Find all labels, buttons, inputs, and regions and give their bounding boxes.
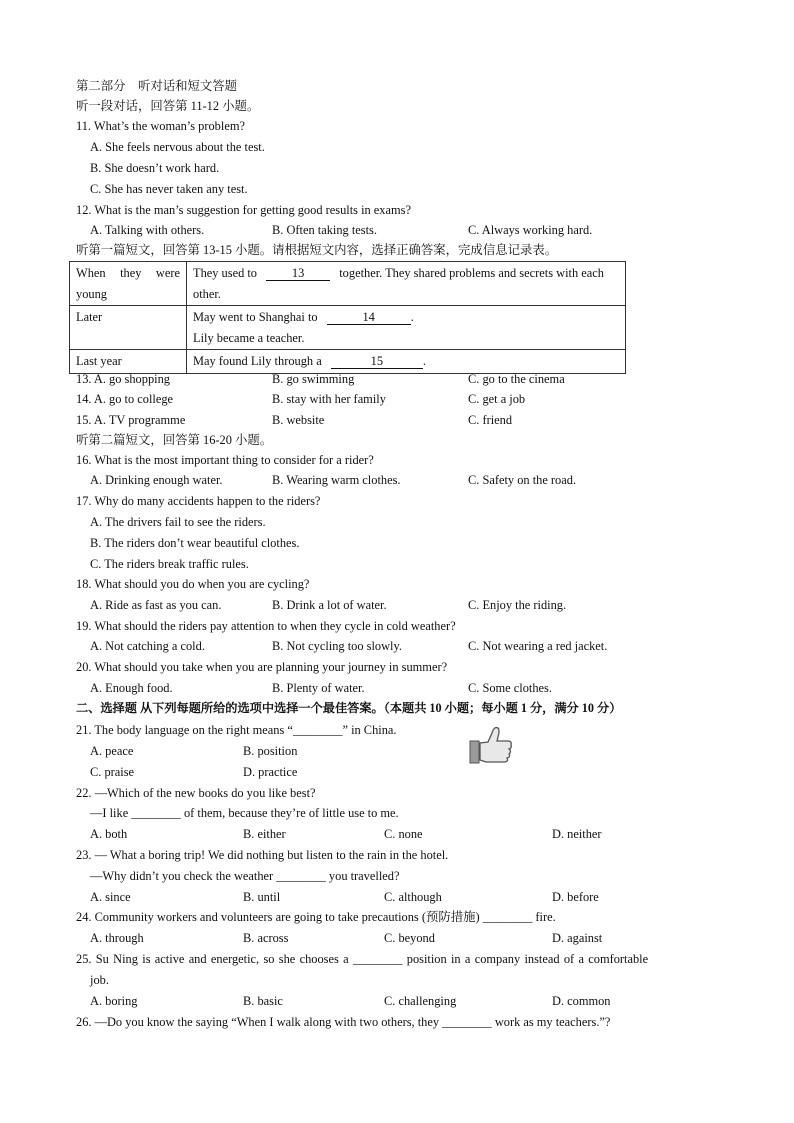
q24-blank[interactable]: ________ xyxy=(482,910,533,924)
q17-option-c[interactable]: C. The riders break traffic rules. xyxy=(90,557,249,571)
q24-option-a[interactable]: A. through xyxy=(90,931,144,945)
q26-stem xyxy=(76,1014,610,1030)
q25-option-c[interactable]: C. challenging xyxy=(384,994,457,1008)
row-label xyxy=(70,262,187,306)
q18-option-a[interactable]: A. Ride as fast as you can. xyxy=(90,598,222,612)
blank-13[interactable]: 13 xyxy=(266,266,330,281)
table-row xyxy=(70,306,626,350)
q25-stem-pre: 25. Su Ning is active and energetic, so she chooses a xyxy=(76,952,353,966)
q23-blank[interactable]: ________ xyxy=(276,869,326,883)
q22-option-d[interactable]: D. neither xyxy=(552,827,602,841)
q25-blank[interactable]: ________ xyxy=(352,952,403,966)
q21-option-c[interactable]: C. praise xyxy=(90,765,135,779)
q21-option-b[interactable]: B. position xyxy=(243,744,298,758)
q25-option-a[interactable]: A. boring xyxy=(90,994,138,1008)
q23-option-a[interactable]: A. since xyxy=(90,890,131,904)
q23-option-b[interactable]: B. until xyxy=(243,890,281,904)
q22-line2 xyxy=(90,805,399,821)
row1-label: When they were young xyxy=(76,266,180,301)
row2-post: . xyxy=(410,310,414,324)
q12-option-c[interactable]: C. Always working hard. xyxy=(468,223,593,237)
q12-stem: 12. What is the man’s suggestion for getting good results in exams? xyxy=(76,203,411,217)
q14-option-a[interactable]: 14. A. go to college xyxy=(76,392,174,406)
q13-option-b[interactable]: B. go swimming xyxy=(272,372,355,386)
table-row xyxy=(70,350,626,374)
blank-15[interactable]: 15 xyxy=(331,354,423,369)
q16-stem: 16. What is the most important thing to consider for a rider? xyxy=(76,453,374,467)
q15-option-b[interactable]: B. website xyxy=(272,413,325,427)
q21-option-d[interactable]: D. practice xyxy=(243,765,298,779)
q17-option-b[interactable]: B. The riders don’t wear beautiful clothes. xyxy=(90,536,300,550)
q19-stem: 19. What should the riders pay attention to when they cycle in cold weather? xyxy=(76,619,456,633)
q26-blank[interactable]: ________ xyxy=(442,1015,492,1029)
q23-option-c[interactable]: C. although xyxy=(384,890,442,904)
q26-stem-pre: 26. —Do you know the saying “When I walk along with two others, they xyxy=(76,1015,443,1029)
q11-option-c[interactable]: C. She has never taken any test. xyxy=(90,182,248,196)
q20-option-a[interactable]: A. Enough food. xyxy=(90,681,173,695)
q19-option-c[interactable]: C. Not wearing a red jacket. xyxy=(468,639,608,653)
q22-line2-pre: —I like xyxy=(90,806,132,820)
q22-option-a[interactable]: A. both xyxy=(90,827,128,841)
q12-option-b[interactable]: B. Often taking tests. xyxy=(272,223,377,237)
q11-option-b[interactable]: B. She doesn’t work hard. xyxy=(90,161,220,175)
q19-option-a[interactable]: A. Not catching a cold. xyxy=(90,639,205,653)
blank-14[interactable]: 14 xyxy=(327,310,411,325)
section2-title: 二、选择题 从下列每题所给的选项中选择一个最佳答案。（本题共 10 小题；每小题 1 分，满分 10 分） xyxy=(76,701,622,715)
q17-stem: 17. Why do many accidents happen to the riders? xyxy=(76,494,321,508)
q22-stem: 22. —Which of the new books do you like best? xyxy=(76,786,316,800)
q26-stem-post: work as my teachers.”? xyxy=(491,1015,611,1029)
q22-line2-post: of them, because they’re of little use to me. xyxy=(180,806,399,820)
row3-pre: May found Lily through a xyxy=(193,354,322,368)
q18-option-b[interactable]: B. Drink a lot of water. xyxy=(272,598,387,612)
passage1-instruction: 听第一篇短文，回答第 13-15 小题。请根据短文内容，选择正确答案，完成信息记录表。 xyxy=(76,243,558,257)
row-content xyxy=(187,262,626,306)
q21-blank[interactable]: ________ xyxy=(292,723,343,737)
q12-option-a[interactable]: A. Talking with others. xyxy=(90,223,205,237)
q22-option-b[interactable]: B. either xyxy=(243,827,286,841)
q25-option-b[interactable]: B. basic xyxy=(243,994,283,1008)
q25-stem-post: position in a company instead of a comfortable xyxy=(402,952,649,966)
row2-label: Later xyxy=(76,310,103,324)
row-content xyxy=(187,350,626,374)
q22-blank[interactable]: ________ xyxy=(131,806,181,820)
q14-option-b[interactable]: B. stay with her family xyxy=(272,392,386,406)
q17-option-a[interactable]: A. The drivers fail to see the riders. xyxy=(90,515,266,529)
q21-stem xyxy=(76,722,397,738)
q14-option-c[interactable]: C. get a job xyxy=(468,392,526,406)
q16-option-c[interactable]: C. Safety on the road. xyxy=(468,473,577,487)
q18-option-c[interactable]: C. Enjoy the riding. xyxy=(468,598,567,612)
row-label xyxy=(70,306,187,350)
q24-stem-post: fire. xyxy=(532,910,556,924)
q24-option-b[interactable]: B. across xyxy=(243,931,289,945)
q15-option-a[interactable]: 15. A. TV programme xyxy=(76,413,186,427)
q18-stem: 18. What should you do when you are cycling? xyxy=(76,577,310,591)
row1-pre: They used to xyxy=(193,266,258,280)
q24-stem xyxy=(76,909,556,925)
dialogue-instruction: 听一段对话，回答第 11-12 小题。 xyxy=(76,99,260,113)
q11-stem: 11. What’s the woman’s problem? xyxy=(76,119,245,133)
q19-option-b[interactable]: B. Not cycling too slowly. xyxy=(272,639,402,653)
q23-option-d[interactable]: D. before xyxy=(552,890,599,904)
q23-stem: 23. — What a boring trip! We did nothing but listen to the rain in the hotel. xyxy=(76,848,449,862)
row-content xyxy=(187,306,626,350)
row2-extra: Lily became a teacher. xyxy=(193,330,305,345)
q21-stem-pre: 21. The body language on the right means “ xyxy=(76,723,293,737)
q13-option-c[interactable]: C. go to the cinema xyxy=(468,372,565,386)
q20-option-b[interactable]: B. Plenty of water. xyxy=(272,681,365,695)
passage2-instruction: 听第二篇短文，回答第 16-20 小题。 xyxy=(76,433,273,447)
q25-option-d[interactable]: D. common xyxy=(552,994,611,1008)
q21-option-a[interactable]: A. peace xyxy=(90,744,134,758)
q21-stem-post: ” in China. xyxy=(342,723,397,737)
q20-stem: 20. What should you take when you are planning your journey in summer? xyxy=(76,660,448,674)
info-record-table xyxy=(69,261,626,374)
row1-post: together. They shared problems and secrets with each other. xyxy=(193,266,604,301)
q16-option-a[interactable]: A. Drinking enough water. xyxy=(90,473,223,487)
q24-option-d[interactable]: D. against xyxy=(552,931,603,945)
q23-line2 xyxy=(90,868,399,884)
row-label xyxy=(70,350,187,374)
part2-title: 第二部分 听对话和短文答题 xyxy=(76,79,238,93)
q24-stem-pre: 24. Community workers and volunteers are going to take precautions (预防措施) xyxy=(76,910,483,924)
q20-option-c[interactable]: C. Some clothes. xyxy=(468,681,552,695)
q15-option-c[interactable]: C. friend xyxy=(468,413,513,427)
table-row xyxy=(70,262,626,306)
q23-line2-pre: —Why didn’t you check the weather xyxy=(90,869,277,883)
q25-stem-wrap: job. xyxy=(90,973,109,987)
q23-line2-post: you travelled? xyxy=(325,869,400,883)
q22-option-c[interactable]: C. none xyxy=(384,827,423,841)
q24-option-c[interactable]: C. beyond xyxy=(384,931,435,945)
row3-label: Last year xyxy=(76,354,122,368)
row3-post: . xyxy=(422,354,426,368)
q13-option-a[interactable]: 13. A. go shopping xyxy=(76,372,170,386)
q25-stem xyxy=(76,951,648,967)
q16-option-b[interactable]: B. Wearing warm clothes. xyxy=(272,473,401,487)
q11-option-a[interactable]: A. She feels nervous about the test. xyxy=(90,140,265,154)
row2-pre: May went to Shanghai to xyxy=(193,310,318,324)
thumbs-up-icon xyxy=(468,723,514,767)
